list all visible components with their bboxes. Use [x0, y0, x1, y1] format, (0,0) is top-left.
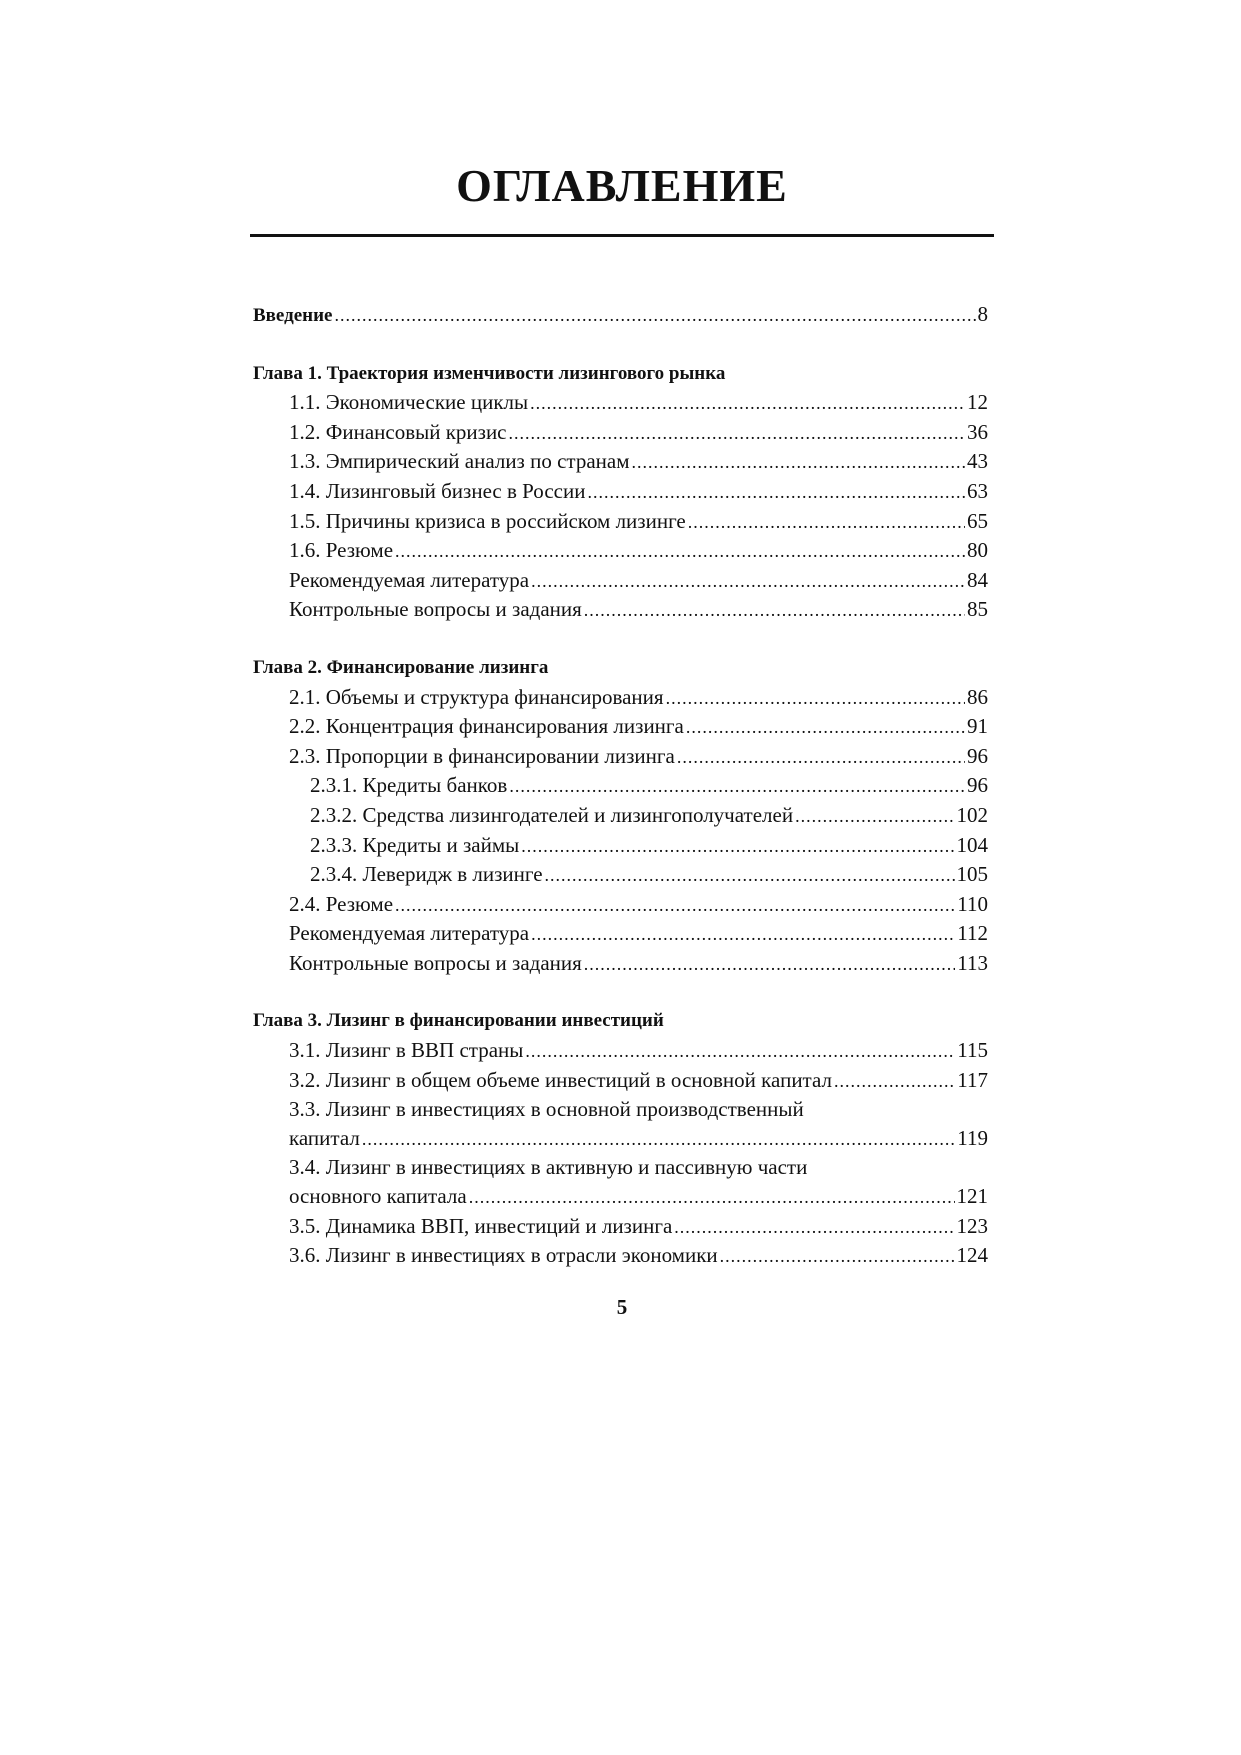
toc-entry-title: основного капитала [289, 1184, 467, 1209]
toc-entry [253, 477, 988, 507]
toc-entry [253, 1066, 988, 1096]
leader-dots [720, 1242, 955, 1271]
toc-entry-title: 2.3.2. Средства лизингодателей и лизингополучателей [310, 802, 794, 827]
toc-entry-title: 2.1. Объемы и структура финансирования [289, 684, 664, 709]
toc-entry-page: 86 [967, 684, 988, 709]
toc-entry-page: 113 [957, 950, 988, 975]
toc-entry-page: 12 [967, 390, 988, 415]
toc-entry [253, 507, 988, 537]
toc-entry-title: 1.3. Эмпирический анализ по странам [289, 449, 630, 474]
toc-entry-title: 1.2. Финансовый кризис [289, 419, 507, 444]
toc-entry-title: Введение [253, 305, 333, 326]
toc-entry-page: 124 [956, 1243, 988, 1268]
toc-entry [253, 1212, 988, 1242]
toc-entry-title: 2.3.3. Кредиты и займы [310, 832, 520, 857]
toc-entry-page: 91 [967, 714, 988, 739]
toc-entry-title: 1.1. Экономические циклы [289, 390, 529, 415]
toc-entry-page: 8 [977, 302, 988, 326]
page-number: 5 [616, 1295, 628, 1319]
toc-entry-page: 112 [957, 921, 988, 946]
leader-dots [521, 832, 954, 861]
toc-entry-page: 104 [956, 832, 988, 857]
toc-entry-title: Контрольные вопросы и задания [289, 950, 582, 975]
toc-entry [253, 595, 988, 625]
toc-entry [253, 919, 988, 949]
toc-entry-title: капитал [289, 1125, 360, 1150]
toc-entry-page: 63 [967, 478, 988, 503]
toc-entry-title: 1.5. Причины кризиса в российском лизинге [289, 508, 686, 533]
leader-dots [525, 1037, 955, 1066]
leader-dots [587, 478, 965, 507]
toc-subentry [253, 771, 988, 801]
leader-dots [834, 1067, 955, 1096]
title-rule [250, 234, 994, 237]
toc-entry-title: 3.1. Лизинг в ВВП страны [289, 1038, 524, 1063]
chapter-1-heading: Глава 1. Траектория изменчивости лизингового рынка [253, 362, 726, 384]
toc-entry [253, 566, 988, 596]
table-of-contents [253, 300, 988, 1271]
toc-entry-title: 2.4. Резюме [289, 891, 394, 916]
toc-entry-page: 85 [967, 597, 988, 622]
leader-dots [531, 920, 955, 949]
toc-entry-page: 43 [967, 449, 988, 474]
leader-dots [362, 1125, 955, 1154]
leader-dots [666, 684, 965, 713]
toc-entry [253, 712, 988, 742]
toc-entry-title: 1.4. Лизинговый бизнес в России [289, 478, 586, 503]
leader-dots [688, 508, 965, 537]
toc-entry-title: 3.6. Лизинг в инвестициях в отрасли экономики [289, 1243, 718, 1268]
toc-entry-title: Контрольные вопросы и задания [289, 597, 582, 622]
toc-entry-page: 119 [957, 1125, 988, 1150]
leader-dots [545, 861, 955, 890]
toc-entry-page: 65 [967, 508, 988, 533]
chapter-2-heading: Глава 2. Финансирование лизинга [253, 656, 549, 678]
leader-dots [531, 567, 965, 596]
toc-entry-title: 1.6. Резюме [289, 538, 394, 563]
toc-entry-page: 96 [967, 743, 988, 768]
toc-entry-page: 96 [967, 773, 988, 798]
leader-dots [674, 1213, 954, 1242]
toc-entry-page: 123 [956, 1213, 988, 1238]
toc-entry-page: 84 [967, 567, 988, 592]
toc-entry [253, 536, 988, 566]
leader-dots [395, 891, 955, 920]
toc-entry-page: 105 [956, 862, 988, 887]
toc-entry [253, 418, 988, 448]
leader-dots [469, 1183, 955, 1212]
toc-entry-page: 115 [957, 1038, 988, 1063]
toc-entry-page: 36 [967, 419, 988, 444]
leader-dots [395, 537, 965, 566]
toc-entry-page: 80 [967, 538, 988, 563]
toc-entry [253, 1241, 988, 1271]
toc-entry-title: Рекомендуемая литература [289, 567, 530, 592]
toc-entry-page: 121 [956, 1184, 988, 1209]
chapter-3-heading: Глава 3. Лизинг в финансировании инвестиций [253, 1010, 664, 1032]
toc-entry [253, 1124, 988, 1154]
leader-dots [795, 802, 954, 831]
toc-entry-title: 2.3. Пропорции в финансировании лизинга [289, 743, 675, 768]
toc-entry-title: 2.3.4. Леверидж в лизинге [310, 862, 543, 887]
toc-entry-page: 110 [957, 891, 988, 916]
leader-dots [509, 419, 965, 448]
toc-entry-first-line: 3.4. Лизинг в инвестициях в активную и пассивную части [289, 1155, 808, 1180]
toc-entry-page: 102 [956, 802, 988, 827]
toc-subentry [253, 860, 988, 890]
toc-entry [253, 742, 988, 772]
toc-entry-title: 3.5. Динамика ВВП, инвестиций и лизинга [289, 1213, 673, 1238]
leader-dots [677, 743, 965, 772]
toc-entry-first-line: 3.3. Лизинг в инвестициях в основной производственный [289, 1097, 804, 1122]
toc-entry [253, 388, 988, 418]
toc-entry-intro [253, 300, 988, 331]
toc-subentry [253, 801, 988, 831]
toc-entry-title: 3.2. Лизинг в общем объеме инвестиций в основной капитал [289, 1067, 832, 1092]
toc-entry-title: Рекомендуемая литература [289, 921, 530, 946]
toc-entry [253, 890, 988, 920]
toc-entry [253, 949, 988, 979]
toc-entry [253, 1036, 988, 1066]
toc-entry [253, 447, 988, 477]
leader-dots [584, 950, 955, 979]
leader-dots [686, 713, 965, 742]
leader-dots [584, 596, 965, 625]
toc-subentry [253, 831, 988, 861]
toc-entry-title: 2.2. Концентрация финансирования лизинга [289, 714, 684, 739]
leader-dots [632, 448, 965, 477]
toc-entry [253, 683, 988, 713]
leader-dots [509, 772, 965, 801]
leader-dots [530, 389, 965, 418]
toc-entry [253, 1182, 988, 1212]
page-title: ОГЛАВЛЕНИЕ [456, 160, 788, 211]
toc-entry-page: 117 [957, 1067, 988, 1092]
leader-dots [335, 301, 976, 330]
toc-entry-title: 2.3.1. Кредиты банков [310, 773, 508, 798]
